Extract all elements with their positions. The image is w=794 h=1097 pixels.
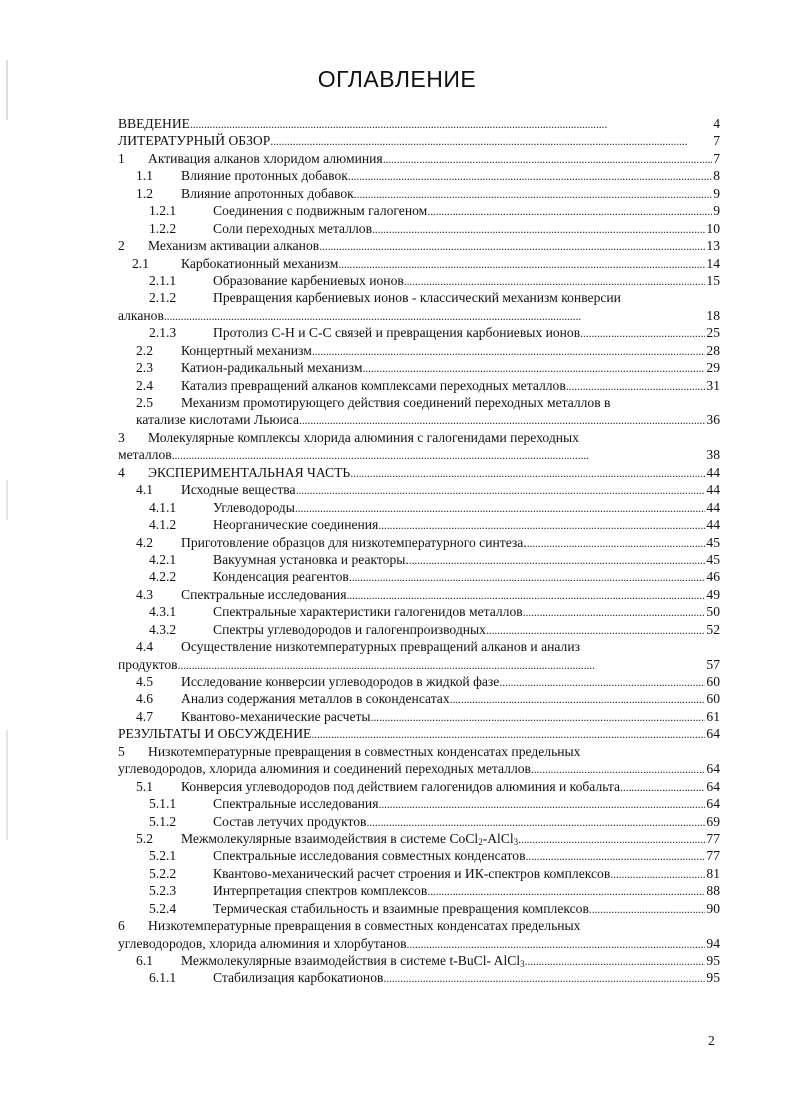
toc-entry-page: 44 <box>706 482 720 498</box>
dot-leader <box>486 621 705 638</box>
toc-entry-page: 77 <box>706 848 720 864</box>
toc-entry-number: 4.3.2 <box>149 621 177 637</box>
toc-entry-number: 1 <box>118 150 125 166</box>
dot-leader <box>525 952 706 969</box>
toc-entry[interactable] <box>118 673 720 690</box>
toc-entry[interactable] <box>118 603 720 620</box>
toc-entry-title-continuation: металлов <box>118 447 172 463</box>
toc-entry-number: 2.1.3 <box>149 325 177 341</box>
toc-entry-title: Спектральные исследования совместных конденсатов <box>213 848 526 864</box>
toc-entry-title: Неорганические соединения <box>213 517 379 533</box>
toc-entry-number: 4.5 <box>136 674 153 689</box>
toc-entry-page: 81 <box>706 865 720 881</box>
toc-entry-page: 44 <box>706 464 720 480</box>
toc-entry-number: 5.2 <box>136 830 153 846</box>
dot-leader <box>407 935 706 952</box>
dot-leader <box>270 132 712 149</box>
dot-leader <box>338 255 705 272</box>
toc-entry[interactable] <box>118 185 720 202</box>
dot-leader <box>566 377 706 394</box>
toc-entry-number: 6.1.1 <box>149 970 177 986</box>
toc-entry-page: 9 <box>713 185 720 201</box>
toc-entry-page: 64 <box>706 761 720 777</box>
toc-entry-title: Концертный механизм <box>181 342 312 358</box>
toc-entry[interactable] <box>118 969 720 986</box>
dot-leader <box>190 115 712 132</box>
toc-entry-title: Анализ содержания металлов в соконденсатах <box>181 691 450 707</box>
toc-entry-continuation[interactable] <box>118 307 720 324</box>
toc-entry-continuation[interactable] <box>118 760 720 777</box>
toc-entry[interactable] <box>118 690 720 707</box>
toc-entry-title: Углеводороды <box>213 499 295 515</box>
dot-leader <box>527 534 706 551</box>
toc-entry-number: 5.1.1 <box>149 796 177 812</box>
toc-entry-title: Вакуумная установка и реакторы. <box>213 551 409 567</box>
dot-leader <box>378 795 705 812</box>
toc-entry-page: 44 <box>706 499 720 515</box>
toc-entry-page: 64 <box>706 796 720 812</box>
toc-entry-number: 4.4 <box>136 639 153 655</box>
toc-entry[interactable] <box>118 743 720 760</box>
toc-entry-title: Квантово-механические расчеты <box>181 708 371 724</box>
dot-leader <box>295 499 706 516</box>
toc-entry-title: Активация алканов хлоридом алюминия <box>148 150 383 166</box>
toc-entry-title: Межмолекулярные взаимодействия в системе CoCl$_2$-AlCl$_3$ <box>181 830 519 847</box>
dot-leader <box>311 725 705 742</box>
toc-entry-number: 2.2 <box>136 342 153 358</box>
toc-entry[interactable] <box>118 272 720 289</box>
toc-entry[interactable] <box>118 499 720 516</box>
toc-entry[interactable] <box>118 638 720 655</box>
dot-leader <box>312 342 706 359</box>
toc-entry-number: 2.1.1 <box>149 272 177 288</box>
toc-entry-continuation[interactable] <box>118 935 720 952</box>
toc-entry-title: Молекулярные комплексы хлорида алюминия с галогенидами переходных <box>148 429 579 445</box>
scan-margin-mark <box>6 480 8 520</box>
toc-entry-number: 2.4 <box>136 377 153 393</box>
dot-leader <box>580 324 705 341</box>
dot-leader <box>523 603 706 620</box>
toc-entry-continuation[interactable] <box>118 446 720 463</box>
toc-entry-title: Механизм активации алканов <box>148 238 320 254</box>
toc-entry-title: Низкотемпературные превращения в совместных конденсатах предельных <box>148 918 581 934</box>
toc-entry-number: 4.7 <box>136 708 153 724</box>
dot-leader <box>372 220 705 237</box>
toc-entry-page: 69 <box>706 813 720 829</box>
toc-entry-number: 5.2.4 <box>149 900 177 916</box>
toc-entry-page: 61 <box>706 708 720 724</box>
toc-entry-page: 25 <box>706 325 720 341</box>
toc-entry-page: 49 <box>706 586 720 602</box>
toc-entry[interactable] <box>118 795 720 812</box>
toc-entry-title-continuation: углеводородов, хлорида алюминия и соединений переходных металлов <box>118 761 531 777</box>
dot-leader <box>164 307 706 324</box>
toc-entry-number: 2.1 <box>132 255 149 271</box>
toc-entry-page: 95 <box>706 953 720 968</box>
toc-entry[interactable] <box>118 551 720 568</box>
toc-entry-number: 4.1.1 <box>149 499 177 515</box>
page-number: 2 <box>708 1033 715 1048</box>
toc-entry-number: 4.1.2 <box>149 517 177 533</box>
toc-entry-page: 31 <box>706 377 720 393</box>
toc-entry-page: 60 <box>706 674 720 689</box>
toc-entry-number: 5.2.3 <box>149 883 177 899</box>
toc-entry[interactable] <box>118 167 720 184</box>
dot-leader <box>349 568 706 585</box>
dot-leader <box>348 167 712 184</box>
dot-leader <box>296 481 706 498</box>
dot-leader <box>383 969 705 986</box>
toc-entry-page: 52 <box>706 621 720 637</box>
toc-entry-page: 64 <box>706 778 720 794</box>
dot-leader <box>589 900 706 917</box>
toc-entry-page: 7 <box>713 150 720 166</box>
toc-entry-title: Интерпретация спектров комплексов <box>213 883 428 899</box>
toc-entry-page: 94 <box>706 935 720 951</box>
toc-entry-number: 5.2.1 <box>149 848 177 864</box>
toc-entry[interactable] <box>118 132 720 149</box>
toc-entry-title: Приготовление образцов для низкотемпературного синтеза. <box>181 534 527 550</box>
toc-entry-page: 18 <box>706 307 720 323</box>
toc-entry-continuation[interactable] <box>118 411 720 428</box>
toc-entry-number: 4.3 <box>136 586 153 602</box>
toc-entry[interactable] <box>118 534 720 551</box>
dot-leader <box>525 847 705 864</box>
toc-entry[interactable] <box>118 516 720 533</box>
toc-entry-title: Межмолекулярные взаимодействия в системе t-BuCl- AlCl$_3$ <box>181 953 525 969</box>
toc-entry[interactable] <box>118 708 720 725</box>
toc-entry[interactable] <box>118 342 720 359</box>
toc-entry-page: 13 <box>706 238 720 254</box>
toc-entry-title: Механизм промотирующего действия соединений переходных металлов в <box>181 395 611 410</box>
dot-leader <box>299 411 705 428</box>
dot-leader <box>346 586 705 603</box>
dot-leader <box>620 778 705 795</box>
toc-entry-number: ВВЕДЕНИЕ <box>118 116 190 131</box>
dot-leader <box>427 202 712 219</box>
toc-entry-title: Осуществление низкотемпературных превращений алканов и анализ <box>181 639 580 655</box>
toc-entry[interactable] <box>118 481 720 498</box>
page-title: ОГЛАВЛЕНИЕ <box>317 66 477 92</box>
toc-entry[interactable] <box>118 621 720 638</box>
toc-entry-title: Влияние апротонных добавок <box>181 185 354 201</box>
dot-leader <box>371 708 706 725</box>
toc-entry-number: 1.2.1 <box>149 203 177 219</box>
toc-entry-title: Исходные вещества <box>181 482 296 498</box>
toc-entry-title-continuation: катализе кислотами Льюиса <box>136 412 300 428</box>
toc-entry-number: 1.1 <box>136 168 153 184</box>
toc-entry-title: Состав летучих продуктов <box>213 813 367 829</box>
toc-entry-page: 60 <box>706 691 720 707</box>
toc-entry-title: Катион-радикальный механизм <box>181 360 363 376</box>
toc-entry-number: 2.3 <box>136 360 153 376</box>
dot-leader <box>499 673 705 690</box>
toc-entry-number: 5.2.2 <box>149 865 177 881</box>
toc-entry-number: 1.2 <box>136 185 153 201</box>
dot-leader <box>354 185 712 202</box>
dot-leader <box>172 446 706 463</box>
toc-entry-title-continuation: углеводородов, хлорида алюминия и хлорбутанов <box>118 935 407 951</box>
toc-entry-title: Катализ превращений алканов комплексами переходных металлов <box>181 377 566 393</box>
dot-leader <box>404 272 706 289</box>
toc-entry[interactable] <box>118 220 720 237</box>
toc-entry-number: 2 <box>118 238 125 254</box>
toc-entry-page: 4 <box>713 116 720 131</box>
toc-entry-page: 15 <box>706 272 720 288</box>
toc-entry-title: Соли переходных металлов <box>213 220 372 236</box>
toc-entry-page: 10 <box>706 220 720 236</box>
toc-entry-page: 45 <box>706 534 720 550</box>
toc-entry[interactable] <box>118 394 720 411</box>
toc-entry-title: Соединения с подвижным галогеном <box>213 203 428 219</box>
dot-leader <box>427 882 705 899</box>
toc-entry-number: 2.1.2 <box>149 290 177 306</box>
dot-leader <box>378 516 705 533</box>
toc-entry-continuation[interactable] <box>118 656 720 673</box>
toc-entry[interactable] <box>118 289 720 306</box>
dot-leader <box>450 690 706 707</box>
toc-entry[interactable] <box>118 150 720 167</box>
toc-entry-title: ЭКСПЕРИМЕНТАЛЬНАЯ ЧАСТЬ <box>148 464 351 480</box>
toc-entry-page: 28 <box>706 342 720 358</box>
toc-entry-number: 5.1.2 <box>149 813 177 829</box>
toc-entry-number: ЛИТЕРАТУРНЫЙ ОБЗОР <box>118 133 271 149</box>
toc-entry-page: 64 <box>706 726 720 742</box>
toc-entry-number: 4.1 <box>136 482 153 498</box>
toc-entry-page: 77 <box>706 830 720 846</box>
toc-entry[interactable] <box>118 237 720 254</box>
toc-entry-title: Спектральные исследования <box>213 796 379 812</box>
toc-entry-title: Конверсия углеводородов под действием галогенидов алюминия и кобальта <box>181 778 621 794</box>
toc-entry[interactable] <box>118 847 720 864</box>
dot-leader <box>178 656 706 673</box>
toc-entry[interactable] <box>118 429 720 446</box>
toc-entry-number: 2.5 <box>136 395 153 410</box>
toc-entry[interactable] <box>118 725 720 742</box>
toc-entry-number: 3 <box>118 429 125 445</box>
toc-entry-number: 4.6 <box>136 691 153 707</box>
toc-entry[interactable] <box>118 778 720 795</box>
toc-entry[interactable] <box>118 882 720 899</box>
toc-entry[interactable] <box>118 115 720 132</box>
toc-entry-number: 1.2.2 <box>149 220 177 236</box>
toc-entry-number: 4 <box>118 464 125 480</box>
toc-entry-page: 50 <box>706 604 720 620</box>
toc-entry-page: 90 <box>706 900 720 916</box>
toc-entry-number: 6.1 <box>136 953 153 968</box>
toc-entry-title: Квантово-механический расчет строения и ИК-спектров комплексов <box>213 865 611 881</box>
toc-entry-title: Превращения карбениевых ионов - классический механизм конверсии <box>213 290 621 306</box>
toc-entry[interactable] <box>118 202 720 219</box>
toc-entry-page: 38 <box>706 447 720 463</box>
toc-entry[interactable] <box>118 952 720 969</box>
toc-entry[interactable] <box>118 865 720 882</box>
toc-entry-page: 14 <box>706 255 720 271</box>
toc-entry-number: 5 <box>118 743 125 759</box>
toc-entry-page: 44 <box>706 517 720 533</box>
toc-entry-title: Карбокатионный механизм <box>181 255 339 271</box>
toc-entry-page: 95 <box>706 970 720 986</box>
toc-entry-title: Влияние протонных добавок <box>181 168 348 184</box>
dot-leader <box>366 813 705 830</box>
toc-entry-number: 6 <box>118 918 125 934</box>
scan-margin-mark <box>6 60 8 120</box>
toc-entry-page: 29 <box>706 360 720 376</box>
dot-leader <box>518 830 705 847</box>
toc-entry[interactable] <box>118 324 720 341</box>
dot-leader <box>409 551 706 568</box>
toc-entry[interactable] <box>118 377 720 394</box>
toc-entry-page: 45 <box>706 551 720 567</box>
toc-entry[interactable] <box>118 917 720 934</box>
toc-entry[interactable] <box>118 813 720 830</box>
toc-entry-page: 88 <box>706 883 720 899</box>
toc-entry-number: 4.3.1 <box>149 604 177 620</box>
toc-entry[interactable] <box>118 586 720 603</box>
toc-entry-title-continuation: алканов <box>118 307 164 323</box>
dot-leader <box>350 464 705 481</box>
dot-leader <box>383 150 713 167</box>
toc-entry-page: 8 <box>713 168 720 184</box>
table-of-contents <box>118 115 720 987</box>
toc-entry-page: 36 <box>706 412 720 428</box>
toc-entry-number: РЕЗУЛЬТАТЫ И ОБСУЖДЕНИЕ <box>118 726 312 742</box>
toc-entry[interactable] <box>118 830 720 847</box>
toc-entry-title: Спектральные исследования <box>181 586 347 602</box>
toc-entry-title: Стабилизация карбокатионов <box>213 970 384 986</box>
dot-leader <box>610 865 705 882</box>
toc-entry-title: Низкотемпературные превращения в совместных конденсатах предельных <box>148 743 581 759</box>
dot-leader <box>531 760 705 777</box>
toc-entry-title: Исследование конверсии углеводородов в жидкой фазе <box>181 674 500 689</box>
toc-entry-number: 5.1 <box>136 778 153 794</box>
toc-entry-title: Термическая стабильность и взаимные превращения комплексов <box>213 900 589 916</box>
toc-entry-page: 7 <box>713 133 720 149</box>
toc-entry[interactable] <box>118 255 720 272</box>
toc-entry[interactable] <box>118 568 720 585</box>
toc-entry-title: Протолиз С-Н и С-С связей и превращения карбониевых ионов <box>213 325 581 341</box>
toc-entry-number: 4.2.2 <box>149 569 177 585</box>
toc-entry-title: Спектры углеводородов и галогенпроизводных <box>213 621 486 637</box>
toc-entry[interactable] <box>118 464 720 481</box>
toc-entry[interactable] <box>118 900 720 917</box>
toc-entry-title: Образование карбениевых ионов <box>213 272 404 288</box>
toc-entry-page: 46 <box>706 569 720 585</box>
toc-entry-title-continuation: продуктов <box>118 656 178 672</box>
toc-entry-page: 9 <box>713 203 720 219</box>
dot-leader <box>362 359 705 376</box>
toc-entry-page: 57 <box>706 656 720 672</box>
toc-entry[interactable] <box>118 359 720 376</box>
toc-entry-number: 4.2.1 <box>149 551 177 567</box>
dot-leader <box>319 237 705 254</box>
toc-entry-title: Спектральные характеристики галогенидов металлов <box>213 604 523 620</box>
toc-entry-number: 4.2 <box>136 534 153 550</box>
toc-entry-title: Конденсация реагентов <box>213 569 349 585</box>
scan-margin-mark <box>6 730 8 840</box>
